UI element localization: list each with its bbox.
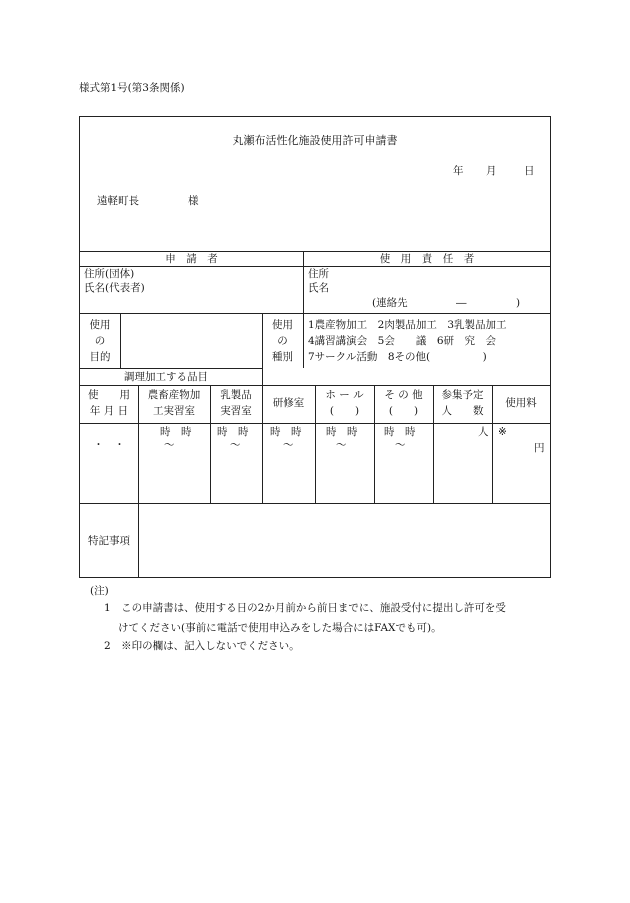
purpose-label-2: の — [94, 335, 106, 347]
col-hall-1: ホ ー ル — [325, 389, 364, 401]
other-time: 時 時 — [384, 426, 416, 438]
kind-option-1: 1農産物加工 2肉製品加工 3乳製品加工 — [308, 319, 507, 331]
col-agri-2: 工実習室 — [153, 405, 195, 417]
kind-option-2: 4講習講演会 5会 議 6研 究 会 — [308, 335, 497, 347]
note-1-cont: けてください(事前に電話で使用申込みをした場合にはFAXでも可)。 — [118, 622, 442, 634]
form-title: 丸瀬布活性化施設使用許可申請書 — [232, 134, 398, 147]
training-time: 時 時 — [270, 426, 302, 438]
training-range: ～ — [283, 439, 294, 451]
contact-dash: ― — [456, 297, 467, 309]
row-date-dots: ・ ・ — [93, 439, 125, 451]
kind-label-3: 種別 — [272, 351, 293, 363]
name-label: 氏名 — [308, 282, 329, 294]
col-dairy-2: 実習室 — [220, 405, 252, 417]
kind-label-1: 使用 — [272, 319, 293, 331]
special-notes-label: 特記事項 — [88, 535, 130, 547]
col-attendees-1: 参集予定 — [441, 389, 484, 401]
other-range: ～ — [395, 439, 406, 451]
application-form — [79, 116, 551, 578]
agri-range: ～ — [164, 439, 175, 451]
date-month: 月 — [486, 165, 497, 177]
fee-mark: ※ — [498, 426, 507, 438]
date-day: 日 — [524, 165, 535, 177]
col-other-2: ( ) — [388, 405, 419, 417]
col-attendees-2: 人 数 — [441, 405, 484, 417]
hall-time: 時 時 — [326, 426, 358, 438]
contact-label: (連絡先 — [372, 297, 408, 309]
address-label: 住所 — [308, 268, 329, 280]
address-org-label: 住所(団体) — [84, 268, 135, 280]
processed-items-label: 調理加工する品目 — [124, 371, 208, 383]
kind-option-3: 7サークル活動 8その他( ) — [308, 351, 487, 363]
col-hall-2: ( ) — [329, 405, 360, 417]
name-rep-label: 氏名(代表者) — [84, 282, 145, 294]
dairy-range: ～ — [230, 439, 241, 451]
note-1: 1 この申請書は、使用する日の2か月前から前日までに、施設受付に提出し許可を受 — [104, 602, 506, 614]
purpose-label-1: 使用 — [89, 319, 111, 331]
addressee: 遠軽町長 — [97, 195, 139, 207]
form-number: 様式第1号(第3条関係) — [79, 82, 185, 94]
col-date-1: 使 用 — [88, 389, 130, 401]
col-date-2: 年 月 日 — [89, 405, 129, 417]
contact-close: ) — [516, 297, 521, 309]
kind-label-2: の — [277, 335, 288, 347]
note-2: 2 ※印の欄は、記入しないでください。 — [104, 640, 300, 652]
purpose-label-3: 目的 — [89, 351, 111, 363]
col-fee: 使用料 — [505, 397, 537, 409]
fee-yen: 円 — [534, 442, 545, 454]
applicant-header: 申 請 者 — [165, 253, 218, 265]
hall-range: ～ — [336, 439, 347, 451]
col-other-1: そ の 他 — [384, 389, 423, 401]
honorific: 様 — [188, 195, 199, 207]
manager-header: 使 用 責 任 者 — [379, 253, 475, 265]
col-dairy-1: 乳製品 — [220, 389, 252, 401]
agri-time: 時 時 — [160, 426, 192, 438]
date-year: 年 — [453, 165, 464, 177]
col-training: 研修室 — [272, 397, 305, 409]
col-agri-1: 農畜産物加 — [147, 389, 201, 401]
attendees-unit: 人 — [478, 426, 489, 438]
dairy-time: 時 時 — [217, 426, 249, 438]
notes-heading: (注) — [90, 585, 109, 597]
